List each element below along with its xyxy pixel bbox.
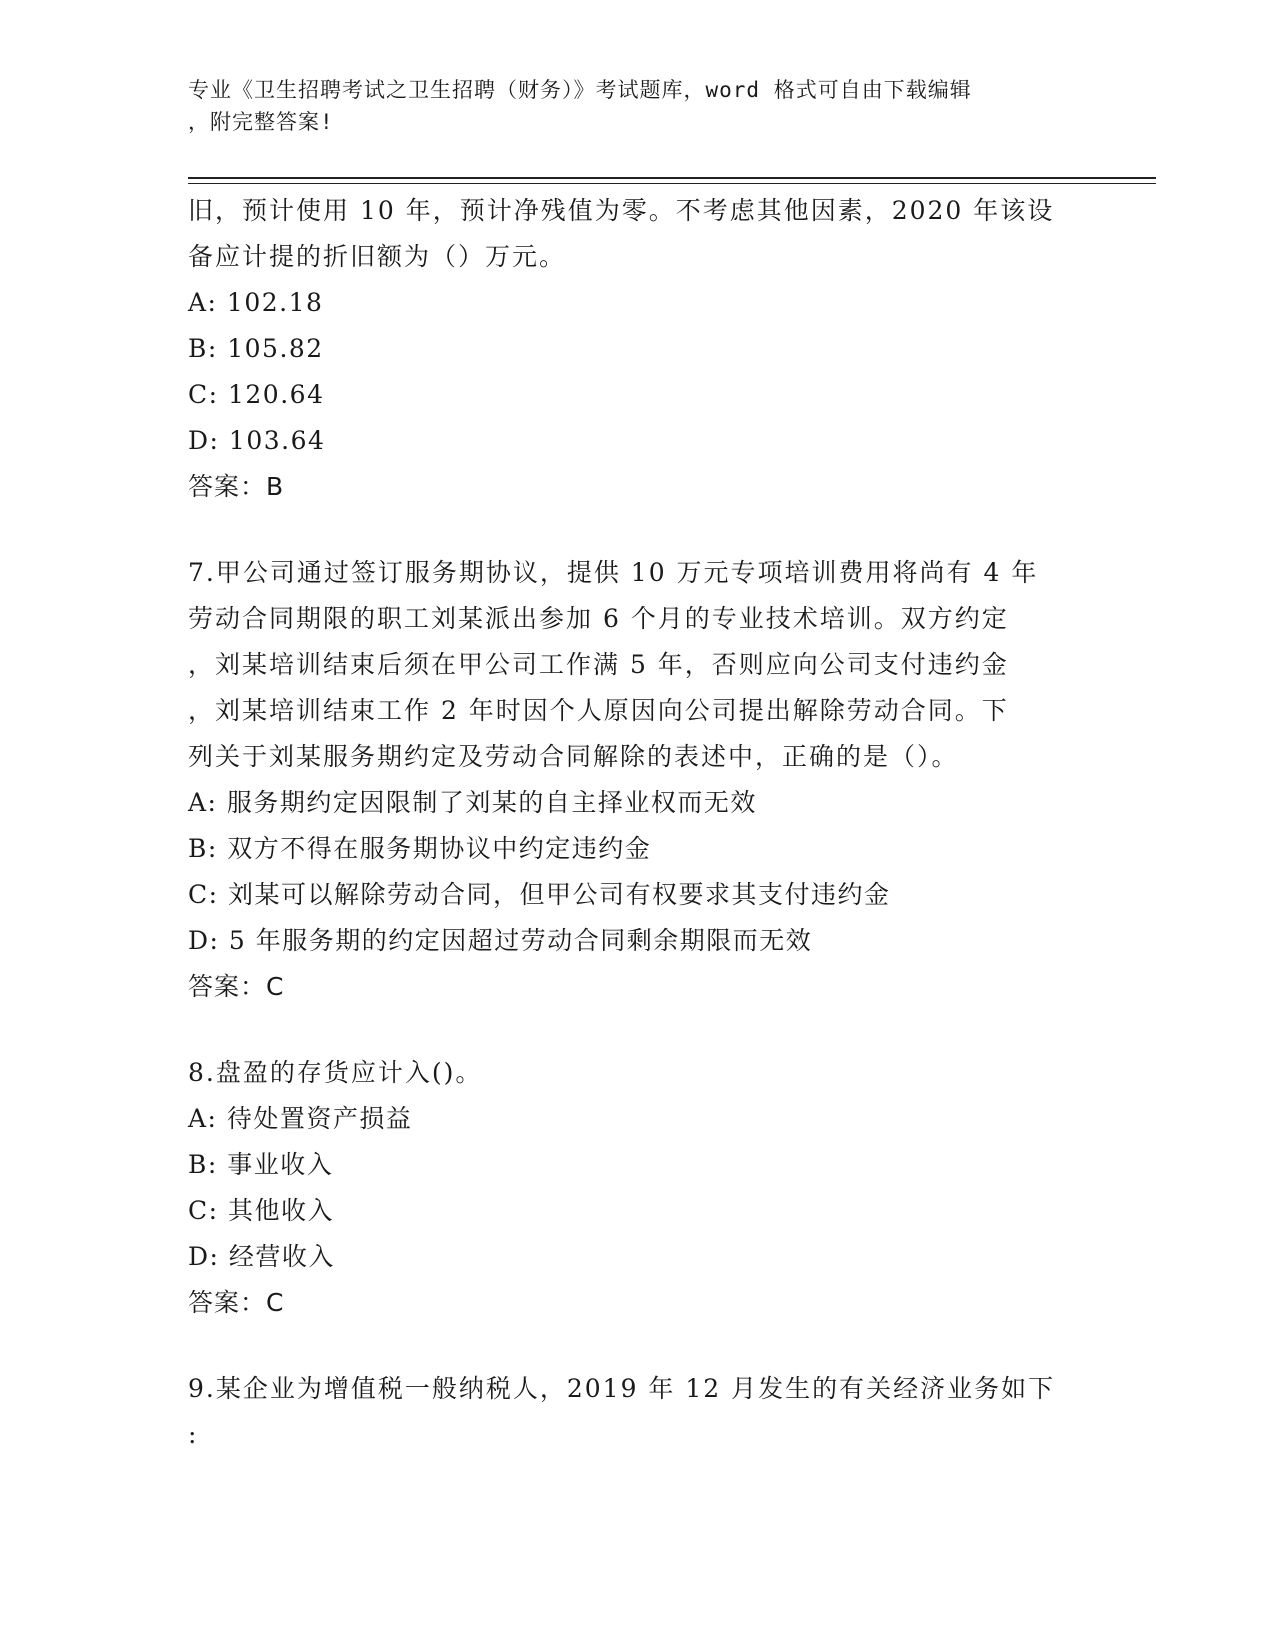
option-d: D: 经营收入 bbox=[188, 1242, 335, 1271]
question-stem-line: 7.甲公司通过签订服务期协议，提供 10 万元专项培训费用将尚有 4 年 bbox=[188, 558, 1039, 587]
question-stem-line: 劳动合同期限的职工刘某派出参加 6 个月的专业技术培训。双方约定 bbox=[188, 604, 1009, 633]
option-b: B: 双方不得在服务期协议中约定违约金 bbox=[188, 834, 652, 863]
question-6 bbox=[188, 188, 1088, 510]
option-c: C: 刘某可以解除劳动合同，但甲公司有权要求其支付违约金 bbox=[188, 880, 891, 909]
header-rule-thin bbox=[188, 183, 1156, 184]
question-stem-line: 9.某企业为增值税一般纳税人，2019 年 12 月发生的有关经济业务如下 bbox=[188, 1374, 1056, 1403]
question-8 bbox=[188, 1050, 1088, 1326]
question-spacer bbox=[188, 510, 1088, 550]
question-spacer bbox=[188, 1010, 1088, 1050]
question-stem-line: ，刘某培训结束工作 2 年时因个人原因向公司提出解除劳动合同。下 bbox=[188, 696, 1009, 725]
header-line-1: 专业《卫生招聘考试之卫生招聘（财务）》考试题库，word 格式可自由下载编辑 bbox=[188, 78, 972, 102]
question-stem-line: 列关于刘某服务期约定及劳动合同解除的表述中，正确的是（）。 bbox=[188, 742, 959, 771]
question-stem-line: ，刘某培训结束后须在甲公司工作满 5 年，否则应向公司支付违约金 bbox=[188, 650, 1009, 679]
question-9 bbox=[188, 1366, 1088, 1458]
document-header bbox=[188, 74, 1068, 138]
option-a: A: 102.18 bbox=[188, 288, 324, 317]
option-d: D: 5 年服务期的约定因超过劳动合同剩余期限而无效 bbox=[188, 926, 813, 955]
header-rule-thick bbox=[188, 177, 1156, 179]
option-b: B: 105.82 bbox=[188, 334, 324, 363]
question-stem-line: : bbox=[188, 1420, 199, 1449]
option-a: A: 待处置资产损益 bbox=[188, 1104, 413, 1133]
question-stem-line: 8.盘盈的存货应计入()。 bbox=[188, 1058, 483, 1087]
answer-label: 答案：C bbox=[188, 1288, 285, 1317]
option-b: B: 事业收入 bbox=[188, 1150, 334, 1179]
option-a: A: 服务期约定因限制了刘某的自主择业权而无效 bbox=[188, 788, 757, 817]
option-c: C: 120.64 bbox=[188, 380, 325, 409]
question-stem-line: 旧，预计使用 10 年，预计净残值为零。不考虑其他因素，2020 年该设 bbox=[188, 196, 1055, 225]
answer-label: 答案：C bbox=[188, 972, 285, 1001]
question-spacer bbox=[188, 1326, 1088, 1366]
question-stem-line: 备应计提的折旧额为（）万元。 bbox=[188, 242, 567, 271]
option-d: D: 103.64 bbox=[188, 426, 326, 455]
question-7 bbox=[188, 550, 1088, 1010]
header-line-2: ，附完整答案! bbox=[188, 110, 334, 134]
answer-label: 答案：B bbox=[188, 472, 285, 501]
option-c: C: 其他收入 bbox=[188, 1196, 334, 1225]
document-body bbox=[188, 188, 1088, 1458]
